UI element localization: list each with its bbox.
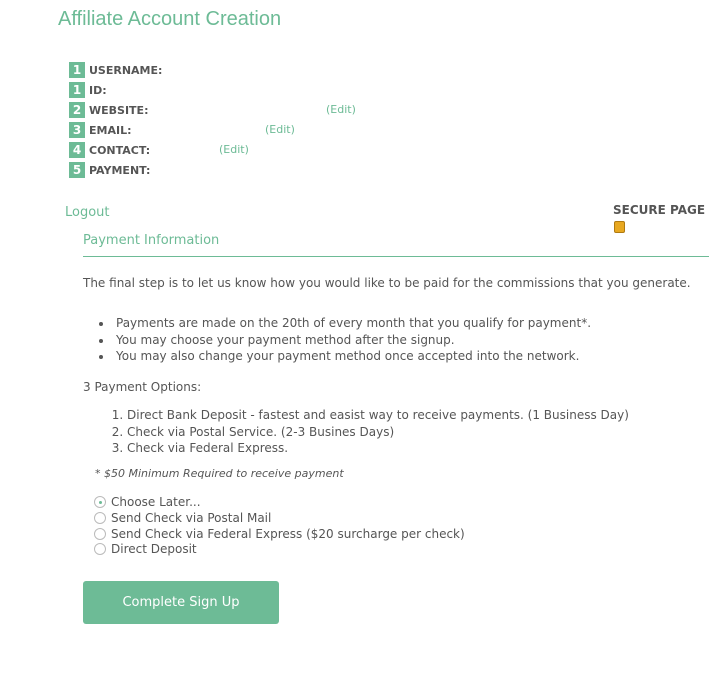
lock-icon xyxy=(614,221,625,233)
step-username xyxy=(69,62,162,78)
radio-button[interactable] xyxy=(94,543,106,555)
step-number: 1 xyxy=(69,62,85,78)
step-label: WEBSITE: xyxy=(89,103,149,117)
intro-text: The final step is to let us know how you would like to be paid for the commissions that you generate. xyxy=(83,276,691,290)
radio-label: Send Check via Postal Mail xyxy=(111,511,272,525)
radio-label: Direct Deposit xyxy=(111,542,197,556)
step-label: EMAIL: xyxy=(89,123,132,137)
step-label: USERNAME: xyxy=(89,63,163,77)
step-label: PAYMENT: xyxy=(89,163,151,177)
payment-options-list xyxy=(127,407,629,457)
edit-email-link[interactable]: (Edit) xyxy=(265,123,295,136)
logout-link[interactable]: Logout xyxy=(65,205,110,220)
edit-website-link[interactable]: (Edit) xyxy=(326,103,356,116)
section-divider xyxy=(83,256,709,257)
step-label: CONTACT: xyxy=(89,143,151,157)
bullet-item: • Payments are made on the 20th of every month that you qualify for payment*. xyxy=(99,315,591,332)
step-website xyxy=(69,102,148,118)
payment-bullets xyxy=(99,315,591,365)
bullet-item: • You may choose your payment method after the signup. xyxy=(99,332,591,349)
step-payment xyxy=(69,162,150,178)
radio-postal-mail[interactable] xyxy=(94,511,271,525)
step-number: 2 xyxy=(69,102,85,118)
step-id xyxy=(69,82,107,98)
radio-button[interactable] xyxy=(94,496,106,508)
option-item: 2. Check via Postal Service. (2-3 Busines Days) xyxy=(127,424,629,441)
radio-button[interactable] xyxy=(94,528,106,540)
step-number: 4 xyxy=(69,142,85,158)
section-title: Payment Information xyxy=(83,233,220,248)
option-item: 3. Check via Federal Express. xyxy=(127,440,629,457)
secure-page-label: SECURE PAGE xyxy=(613,203,706,217)
options-heading: 3 Payment Options: xyxy=(83,380,202,394)
minimum-note: * $50 Minimum Required to receive payment xyxy=(95,467,344,480)
edit-contact-link[interactable]: (Edit) xyxy=(219,143,249,156)
radio-choose-later[interactable] xyxy=(94,495,201,509)
radio-button[interactable] xyxy=(94,512,106,524)
radio-label: Choose Later... xyxy=(111,495,201,509)
radio-label: Send Check via Federal Express ($20 surcharge per check) xyxy=(111,527,465,541)
option-item: 1. Direct Bank Deposit - fastest and easist way to receive payments. (1 Business Day) xyxy=(127,407,629,424)
step-number: 5 xyxy=(69,162,85,178)
step-label: ID: xyxy=(89,83,107,97)
step-number: 3 xyxy=(69,122,85,138)
step-contact xyxy=(69,142,150,158)
complete-signup-button[interactable]: Complete Sign Up xyxy=(83,581,279,624)
radio-federal-express[interactable] xyxy=(94,527,465,541)
radio-direct-deposit[interactable] xyxy=(94,542,197,556)
bullet-item: • You may also change your payment method once accepted into the network. xyxy=(99,348,591,365)
page-title: Affiliate Account Creation xyxy=(58,8,282,30)
step-email xyxy=(69,122,131,138)
step-number: 1 xyxy=(69,82,85,98)
